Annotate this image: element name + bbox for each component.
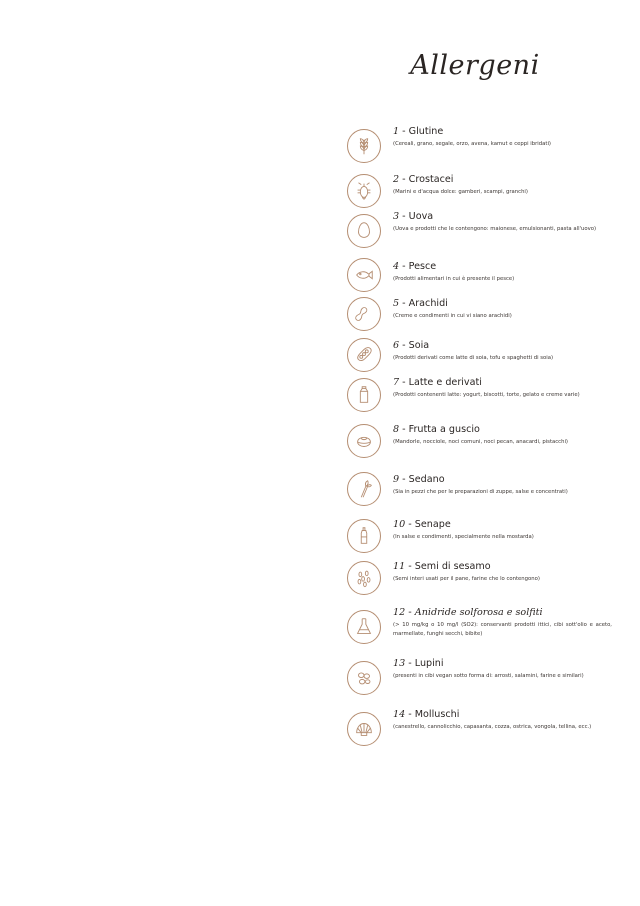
allergen-name: 14 - Molluschi [393,709,460,720]
wheat-icon [347,129,381,163]
nut-icon [347,424,381,458]
shrimp-icon [347,174,381,208]
allergen-text [393,340,612,363]
allergen-text [393,377,612,400]
milk-icon [347,378,381,412]
peanut-icon [347,297,381,331]
allergen-text [393,261,612,284]
allergen-name: 11 - Semi di sesamo [393,561,491,572]
allergen-name: 10 - Senape [393,519,451,530]
allergen-name: 8 - Frutta a guscio [393,424,480,435]
allergen-description: (presenti in cibi vegan sotto forma di: arrosti, salamini, farine e similari) [393,673,584,679]
allergen-name: 13 - Lupini [393,658,444,669]
allergen-text [393,298,612,321]
flask-icon [347,610,381,644]
allergen-text [393,607,612,639]
allergen-text [393,174,612,197]
allergen-name: 5 - Arachidi [393,298,448,309]
mustard-icon [347,519,381,553]
allergen-text [393,474,612,497]
allergen-text [393,126,612,149]
allergen-name: 1 - Glutine [393,126,444,137]
shell-icon [347,712,381,746]
allergen-text [393,561,612,584]
allergen-description: (In salse e condimenti, specialmente nella mostarda) [393,534,534,540]
allergen-description: (Semi interi usati per il pane, farine che lo contengono) [393,576,540,582]
soy-icon [347,338,381,372]
fish-icon [347,258,381,292]
allergen-description: (Creme e condimenti in cui vi siano arachidi) [393,313,512,319]
allergen-name: 4 - Pesce [393,261,437,272]
allergen-text [393,424,612,447]
allergen-description: (Sia in pezzi che per le preparazioni di zuppe, salse e concentrati) [393,489,568,495]
allergen-name: 12 - Anidride solforosa e solfiti [393,607,543,618]
allergen-description: (Mandorle, nocciole, noci comuni, noci pecan, anacardi, pistacchi) [393,439,568,445]
page-title: Allergeni [410,50,540,81]
allergen-description: (> 10 mg/kg o 10 mg/l (SO2): conservanti prodotti ittici, cibi sott'olio e aceto, marmellate, funghi secchi, bibite) [393,622,612,637]
sesame-icon [347,561,381,595]
allergen-description: (Marini e d'acqua dolce: gamberi, scampi, granchi) [393,189,528,195]
allergen-name: 6 - Soia [393,340,430,351]
allergen-description: (Cereali, grano, segale, orzo, avena, kamut e ceppi ibridati) [393,141,551,147]
allergen-description: (Uova e prodotti che le contengono: maionese, emulsionanti, pasta all'uovo) [393,226,597,232]
allergen-text [393,658,612,681]
allergen-text [393,519,612,542]
allergen-description: (Prodotti derivati come latte di soia, tofu e spaghetti di soia) [393,355,554,361]
allergen-description: (canestrello, cannolicchio, capasanta, cozza, ostrica, vongola, tellina, ecc.) [393,724,592,730]
allergen-name: 7 - Latte e derivati [393,377,482,388]
allergen-name: 3 - Uova [393,211,434,222]
celery-icon [347,472,381,506]
allergen-text [393,211,612,234]
allergen-description: (Prodotti alimentari in cui è presente il pesce) [393,276,515,282]
lupin-icon [347,661,381,695]
allergen-text [393,709,612,732]
allergen-name: 2 - Crostacei [393,174,454,185]
allergen-name: 9 - Sedano [393,474,445,485]
allergen-description: (Prodotti contenenti latte: yogurt, biscotti, torte, gelato e creme varie) [393,392,580,398]
egg-icon [347,214,381,248]
